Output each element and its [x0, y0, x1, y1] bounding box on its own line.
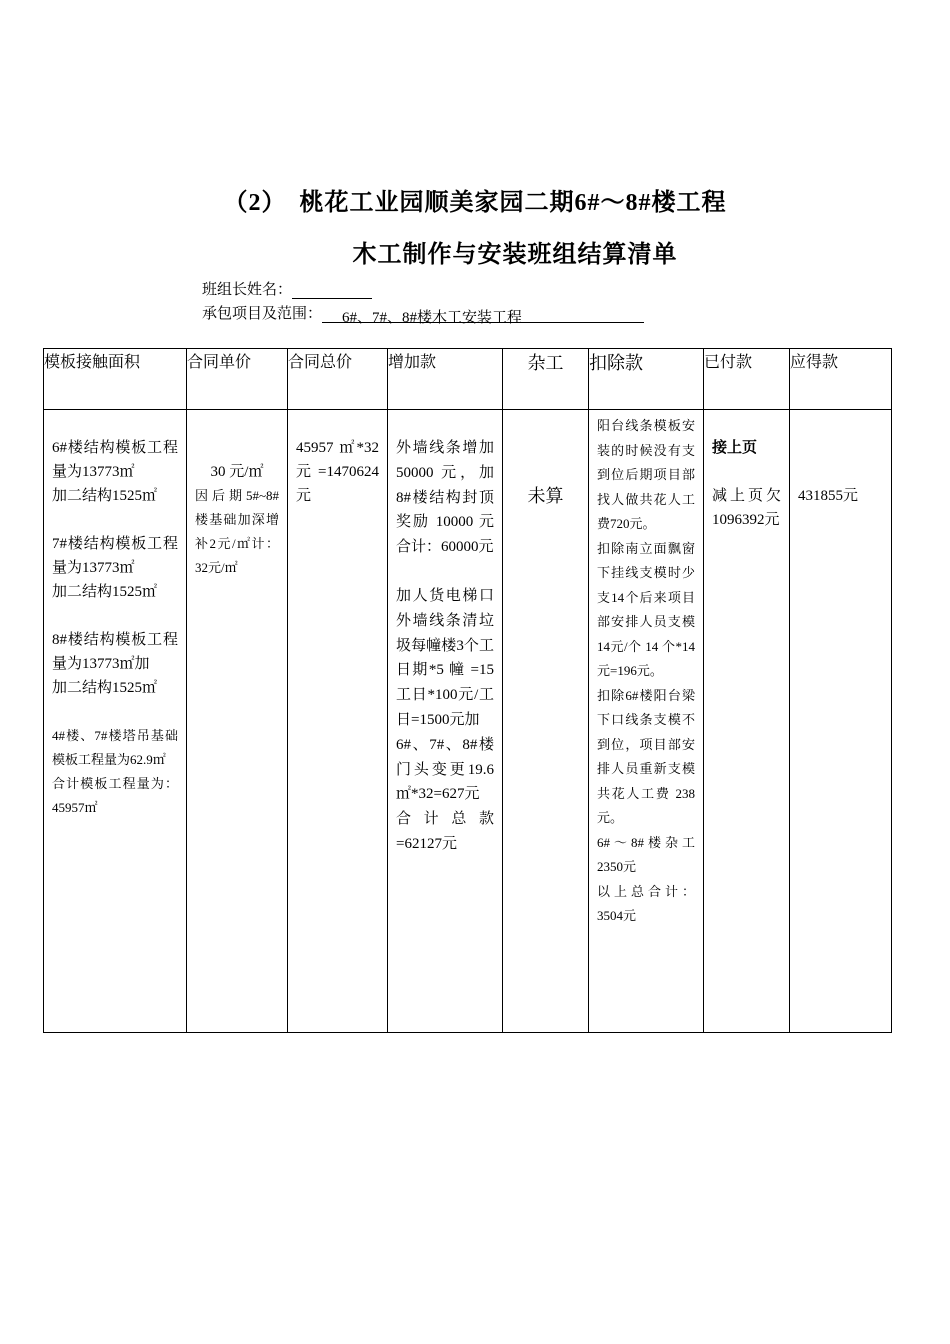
header-area: 模板接触面积	[44, 349, 187, 410]
unit-price-line2: 因后期5#~8#楼基础加深增补2元/㎡计：32元/㎡	[195, 488, 279, 575]
area-b6-line2: 加二结构1525㎡	[52, 488, 158, 504]
unit-price-line1: 30 元/㎡	[210, 464, 264, 480]
area-cell	[44, 410, 186, 826]
area-b7-line1: 7#楼结构模板工程量为13773㎡	[52, 536, 178, 576]
table-row	[44, 410, 892, 1033]
area-total: 合计模板工程量为：45957㎡	[52, 776, 178, 815]
leader-value	[292, 281, 372, 299]
header-deductions: 扣除款	[589, 349, 704, 410]
scope-label: 承包项目及范围：	[202, 306, 323, 322]
deduction-2: 扣除南立面飘窗下挂线支模时少支14个后来项目部安排人员支模14元/个 14 个*14 元=196元。	[597, 540, 695, 678]
area-b7-line2: 加二结构1525㎡	[52, 584, 158, 600]
total-price-value: 45957 ㎡*32 元=1470624元	[296, 440, 379, 504]
misc-cell: 未算	[527, 486, 564, 506]
deduction-1: 阳台线条模板安装的时候没有支到位后期项目部找人做共花人工费720元。	[597, 418, 695, 531]
unit-price-cell	[187, 410, 287, 586]
table-header-row	[44, 349, 892, 410]
total-price-cell	[288, 410, 387, 514]
header-total-price: 合同总价	[288, 349, 388, 410]
additions-part3: 6#、7#、8#楼门头变更19.6 ㎡*32=627元	[396, 736, 494, 803]
deduction-total: 以上总合计：3504元	[597, 883, 695, 923]
additions-part1: 外墙线条增加 50000 元，加8#楼结构封顶奖励 10000 元合计：60000元	[396, 440, 494, 556]
additions-cell	[388, 410, 502, 863]
additions-part4: 合计总款=62127元	[396, 811, 494, 852]
additions-part2: 加人货电梯口外墙线条清垃圾每幢楼3个工日期*5 幢 =15 工日*100元/工日=1500元加	[396, 587, 494, 728]
document-title-line2: 木工制作与安装班组结算清单	[352, 242, 678, 268]
area-b6-line1: 6#楼结构模板工程量为13773㎡	[52, 440, 178, 480]
deduction-3: 扣除6#楼阳台梁下口线条支模不到位，项目部安排人员重新支模共花人工费 238元。	[597, 687, 695, 825]
header-paid: 已付款	[704, 349, 790, 410]
leader-label: 班组长姓名：	[202, 282, 293, 298]
header-unit-price: 合同单价	[187, 349, 288, 410]
deduction-4: 6#～8#楼杂工2350元	[597, 834, 695, 874]
deductions-cell	[589, 410, 703, 933]
area-tower: 4#楼、7#楼塔吊基础模板工程量为62.9㎡	[52, 728, 178, 767]
header-misc: 杂工	[503, 349, 589, 410]
header-additions: 增加款	[388, 349, 503, 410]
paid-line2: 减上页欠1096392元	[712, 488, 781, 528]
settlement-table	[43, 348, 892, 1033]
area-b8-line2: 加二结构1525㎡	[52, 680, 158, 696]
leader-row	[202, 278, 372, 299]
due-cell: 431855元	[798, 488, 859, 504]
area-b8-line1: 8#楼结构模板工程量为13773㎡加	[52, 632, 178, 672]
document-title-line1: （2） 桃花工业园顺美家园二期6#～8#楼工程	[223, 190, 727, 216]
paid-line1: 接上页	[712, 440, 758, 456]
scope-row	[202, 302, 644, 326]
header-due: 应得款	[790, 349, 892, 410]
scope-value: 6#、7#、8#楼木工安装工程	[322, 306, 644, 323]
paid-cell	[704, 410, 789, 538]
